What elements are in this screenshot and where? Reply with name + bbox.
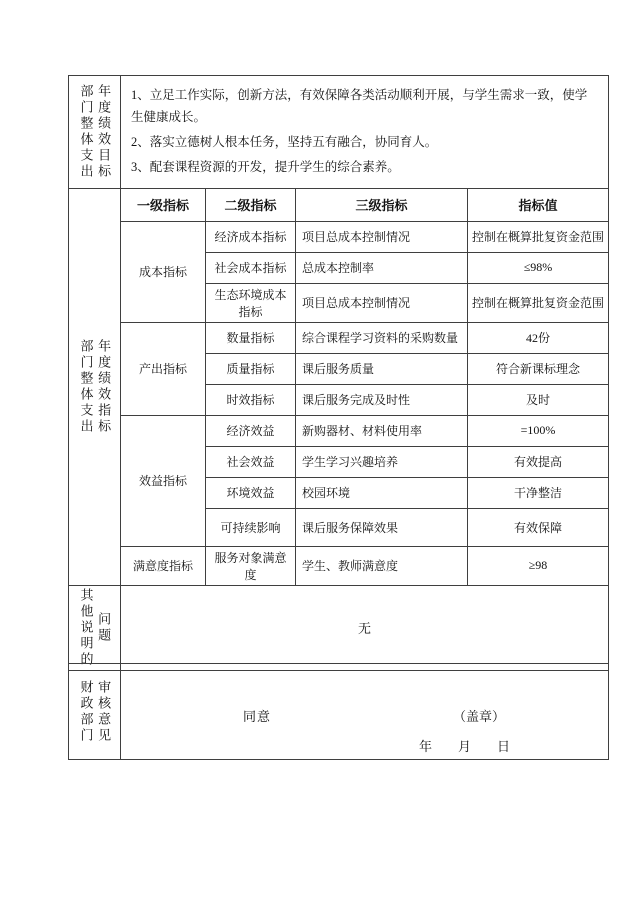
indicators-label-right: 年度绩效指标 (96, 338, 112, 435)
performance-table (68, 75, 609, 671)
targets-label-left: 部门整体支出 (78, 83, 94, 180)
indicators-vertical-label (70, 339, 119, 435)
targets-label-right: 年度绩效目标 (96, 83, 112, 180)
review-row-label-cell (69, 664, 121, 760)
indicator-level2: 可持续影响 (206, 508, 296, 546)
indicator-level3: 项目总成本控制情况 (296, 283, 468, 322)
review-table (68, 663, 609, 760)
indicator-level3: 课后服务完成及时性 (296, 384, 468, 415)
indicator-level3: 课后服务保障效果 (296, 508, 468, 546)
indicator-level2: 服务对象满意度 (206, 546, 296, 585)
indicator-row (69, 415, 609, 446)
indicator-level2: 社会成本指标 (206, 252, 296, 283)
indicator-row (69, 221, 609, 252)
other-label-left: 其他说明的 (78, 587, 94, 668)
review-agree-text: 同意 (243, 709, 272, 724)
targets-row-label-cell (69, 76, 121, 189)
indicator-value: ≥98 (468, 546, 609, 585)
indicator-level2: 经济成本指标 (206, 221, 296, 252)
indicator-level2: 质量指标 (206, 353, 296, 384)
indicator-level3: 项目总成本控制情况 (296, 221, 468, 252)
indicator-level2: 经济效益 (206, 415, 296, 446)
review-date-line: 年 月 日 (418, 739, 510, 754)
header-value: 指标值 (468, 188, 609, 221)
indicator-header-row (69, 188, 609, 221)
group-output-label: 产出指标 (121, 322, 206, 415)
indicator-row (69, 546, 609, 585)
indicator-value: 42份 (468, 322, 609, 353)
indicator-level3: 学生、教师满意度 (296, 546, 468, 585)
review-row (69, 664, 609, 760)
indicator-value: =100% (468, 415, 609, 446)
indicator-level3: 总成本控制率 (296, 252, 468, 283)
targets-vertical-label (70, 84, 119, 180)
indicator-level3: 课后服务质量 (296, 353, 468, 384)
header-level1: 一级指标 (121, 188, 206, 221)
indicator-level3: 新购器材、材料使用率 (296, 415, 468, 446)
indicator-value: ≤98% (468, 252, 609, 283)
targets-row (69, 76, 609, 189)
review-label-right: 审核意见 (96, 679, 112, 744)
targets-content-cell (121, 76, 609, 189)
target-item-2: 2、落实立德树人根本任务，坚持五有融合，协同育人。 (131, 134, 438, 149)
group-satisfaction-label: 满意度指标 (121, 546, 206, 585)
indicator-value: 及时 (468, 384, 609, 415)
indicators-label-left: 部门整体支出 (78, 338, 94, 435)
header-level2: 二级指标 (206, 188, 296, 221)
target-item-1: 1、立足工作实际，创新方法，有效保障各类活动顺利开展，与学生需求一致，使学生健康成长。 (131, 88, 588, 124)
indicators-row-label-cell (69, 188, 121, 585)
other-vertical-label (70, 588, 119, 668)
indicator-level2: 数量指标 (206, 322, 296, 353)
indicator-value: 干净整洁 (468, 477, 609, 508)
indicator-row (69, 322, 609, 353)
other-content: 无 (121, 585, 609, 670)
group-cost-label: 成本指标 (121, 221, 206, 322)
indicator-level3: 校园环境 (296, 477, 468, 508)
header-level3: 三级指标 (296, 188, 468, 221)
review-label-left: 财政部门 (78, 679, 94, 744)
review-vertical-label (70, 680, 119, 744)
other-row-label-cell (69, 585, 121, 670)
review-content (121, 664, 608, 759)
group-benefit-label: 效益指标 (121, 415, 206, 546)
target-item-3: 3、配套课程资源的开发，提升学生的综合素养。 (131, 159, 400, 174)
indicator-level2: 生态环境成本指标 (206, 283, 296, 322)
other-issues-row (69, 585, 609, 670)
review-seal-text: （盖章） (453, 709, 506, 724)
indicator-value: 控制在概算批复资金范围 (468, 283, 609, 322)
indicator-level2: 环境效益 (206, 477, 296, 508)
indicator-value: 控制在概算批复资金范围 (468, 221, 609, 252)
review-content-cell (121, 664, 609, 760)
indicator-level2: 社会效益 (206, 446, 296, 477)
indicator-value: 符合新课标理念 (468, 353, 609, 384)
other-label-right: 问题 (96, 611, 112, 644)
indicator-value: 有效提高 (468, 446, 609, 477)
indicator-level3: 学生学习兴趣培养 (296, 446, 468, 477)
indicator-level3: 综合课程学习资料的采购数量 (296, 322, 468, 353)
indicator-level2: 时效指标 (206, 384, 296, 415)
indicator-value: 有效保障 (468, 508, 609, 546)
